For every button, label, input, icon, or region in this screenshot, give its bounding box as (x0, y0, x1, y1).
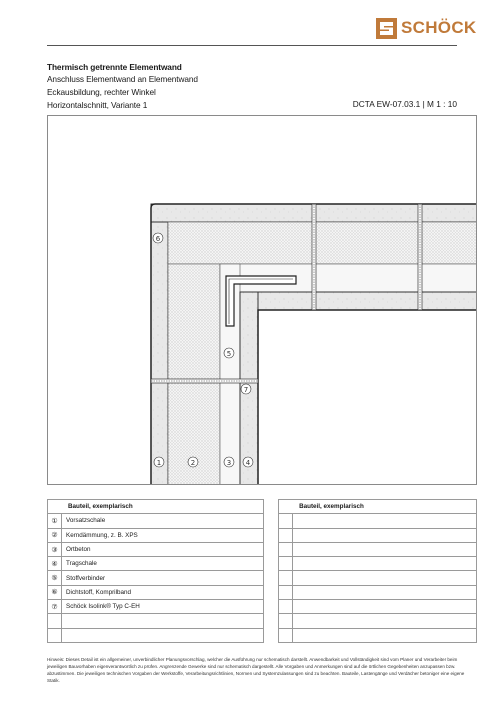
legend-num: ⑦ (48, 600, 62, 614)
legend-num: ④ (48, 557, 62, 571)
marker-2: 2 (190, 459, 196, 467)
marker-1: 1 (156, 459, 162, 467)
drawing-reference: DCTA EW-07.03.1 | M 1 : 10 (352, 99, 457, 109)
marker-4: 4 (245, 459, 251, 467)
legend-num: ⑤ (48, 571, 62, 585)
legend-num (48, 614, 62, 628)
legend-label: Schöck Isolink® Typ C-EH (62, 600, 264, 614)
table-row (48, 557, 477, 571)
subtitle-3: Horizontalschnitt, Variante 1 (47, 100, 148, 110)
table-row (48, 600, 477, 614)
table-row (48, 571, 477, 585)
table-row (48, 628, 477, 642)
corner-section-drawing (48, 116, 477, 485)
legend-right-header: Bauteil, exemplarisch (279, 500, 477, 514)
legend-num: ⑥ (48, 585, 62, 599)
legend-header-row (48, 500, 477, 514)
legend-num: ③ (48, 542, 62, 556)
disclaimer-note: Hinweis: Dieses Detail ist ein allgemeiner, unverbindlicher Planungsvorschlag, welcher die Ausführung nur schematisch darstellt. Anwendbarkeit und Vollständigkeit sind vom Planer und Verarbeiter beim jeweiligen Bauvorhaben eigenverantwortlich zu prüfen. Angrenzende Gewerke sind nur schematisch dargestellt. Alle Vorgaben und Anmerkungen sind auf die örtlichen Gegebenheiten anzupassen bzw. abzustimmen. Die jeweiligen technischen Vorgaben der Werkstoffe, Verarbeitungsrichtlinien, Normen und Systemzulassungen sind zu beachten. Bauteile, Lastengänge und Verdächer betoniger eine eigene Statik. (47, 657, 465, 683)
header-rule (47, 45, 457, 46)
legend-label (62, 614, 264, 628)
marker-5: 5 (226, 350, 232, 358)
schoeck-logo (376, 17, 476, 39)
table-row (48, 514, 477, 528)
table-row (48, 542, 477, 556)
legend-label: Vorsatzschale (62, 514, 264, 528)
table-row (48, 528, 477, 542)
marker-3: 3 (226, 459, 232, 467)
legend-num (48, 628, 62, 642)
subtitle-1: Anschluss Elementwand an Elementwand (47, 74, 198, 84)
legend-label: Stoffverbinder (62, 571, 264, 585)
marker-7: 7 (243, 386, 249, 394)
legend-left-header: Bauteil, exemplarisch (48, 500, 264, 514)
legend-label (62, 628, 264, 642)
legend-label: Tragschale (62, 557, 264, 571)
legend-label: Dichtstoff, Komprilband (62, 585, 264, 599)
legend-num: ② (48, 528, 62, 542)
legend-num: ① (48, 514, 62, 528)
legend-label: Ortbeton (62, 542, 264, 556)
table-row (48, 614, 477, 628)
subtitle-2: Eckausbildung, rechter Winkel (47, 87, 156, 97)
marker-6: 6 (155, 235, 161, 243)
brand-name: SCHÖCK (401, 18, 477, 37)
technical-drawing (47, 115, 477, 485)
legend-label: Kerndämmung, z. B. XPS (62, 528, 264, 542)
table-row (48, 585, 477, 599)
page-title: Thermisch getrennte Elementwand (47, 62, 182, 72)
component-legend-table (47, 499, 477, 643)
schoeck-logo-icon (376, 18, 397, 39)
